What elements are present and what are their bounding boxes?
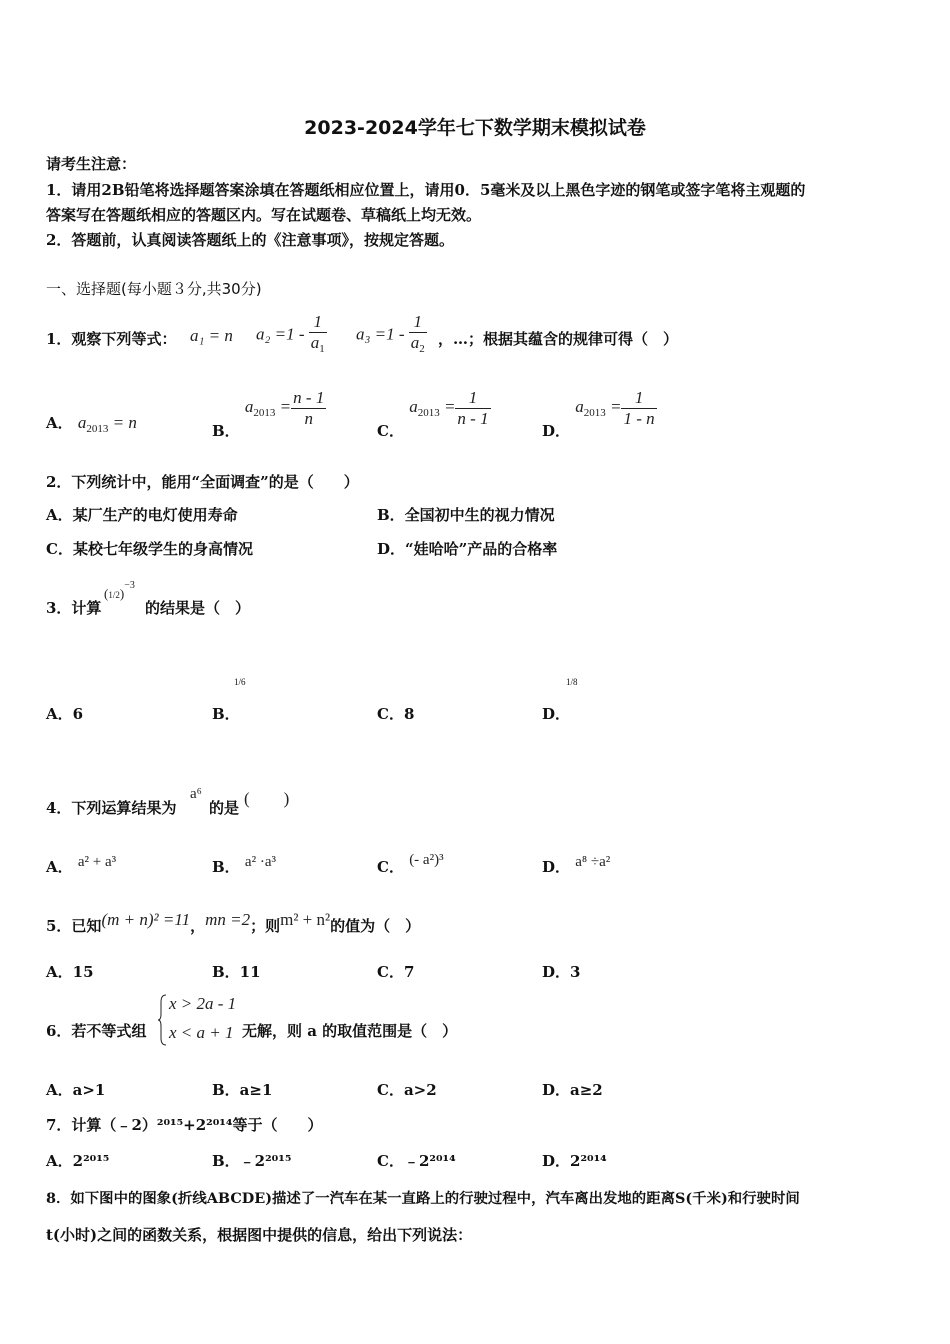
q1-eq3-left: a₃ =1 - (356, 324, 409, 344)
page-title: 2023-2024学年七下数学期末模拟试卷 (304, 117, 646, 139)
q3-option-c[interactable]: C．8 (377, 705, 415, 723)
q4-paren: ( ) (244, 789, 290, 808)
q5-lead: 5．已知 (46, 917, 102, 935)
q4-option-c-label: C． (377, 858, 404, 876)
q7-option-d[interactable]: D．2²⁰¹⁴ (542, 1152, 607, 1170)
q1-option-d-den: 1 - n (623, 409, 655, 428)
q6-brace (158, 994, 168, 1046)
q3-exponent: −3 (124, 580, 135, 591)
q3-lead: 3．计算 (46, 599, 102, 617)
q1-eq3-frac (409, 312, 427, 359)
q2-option-d[interactable]: D．“娃哈哈”产品的合格率 (377, 540, 558, 558)
q1-option-c-num: 1 (455, 388, 490, 409)
q4-option-a-expr: a² + a³ (77, 854, 117, 870)
q1-option-c-expr: $a_{2013}$ = $\frac{1}{n - 1}$ (409, 388, 489, 428)
q3-expression: $(1/2)^{-3}$ (104, 580, 135, 601)
q1-eq2 (256, 312, 327, 359)
q4-tail: 的是 (209, 799, 240, 817)
q7-option-b[interactable]: B．﹣2²⁰¹⁵ (212, 1152, 292, 1170)
q4-option-b[interactable] (212, 856, 276, 877)
q1-option-b-label: B． (212, 422, 240, 441)
q3-tail: 的结果是（ ） (145, 599, 251, 617)
q7-option-c[interactable]: C．﹣2²⁰¹⁴ (377, 1152, 456, 1170)
q4-option-b-expr: a² ·a³ (244, 854, 276, 870)
q1-option-b-expr: $a_{2013}$ = $\frac{n - 1}{n}$ (244, 388, 325, 428)
q1-eq3-num: 1 (409, 312, 427, 333)
section-heading: 一、选择题(每小题３分,共30分) (46, 280, 262, 298)
left-brace-icon (158, 994, 168, 1046)
q4-option-a[interactable] (46, 856, 116, 877)
q6-option-d[interactable]: D．a≥2 (542, 1081, 603, 1099)
q5-stem (46, 910, 421, 936)
q3-option-a[interactable]: A．6 (46, 705, 84, 723)
q4-lead: 4．下列运算结果为 (46, 799, 177, 817)
q4-option-b-label: B． (212, 858, 240, 876)
q1-option-c-frac (455, 388, 490, 429)
q1-option-d-frac (621, 388, 656, 429)
q1-eq2-left: a₂ =1 - (256, 324, 309, 344)
q3-option-d-value: 1/8 (566, 677, 578, 687)
q5-eq1: (m + n)² =11 (101, 910, 191, 929)
q5-eq2: mn =2 (205, 910, 251, 929)
q3-option-b-value: 1/6 (234, 677, 246, 687)
q4-option-a-label: A． (46, 858, 73, 876)
notice-line-2: 答案写在答题纸相应的答题区内。写在试题卷、草稿纸上均无效。 (46, 206, 482, 224)
q1-option-d-expr: $a_{2013}$ = $\frac{1}{1 - n}$ (575, 388, 655, 428)
q1-option-d-num: 1 (621, 388, 656, 409)
q6-inequality-1: x > 2a - 1 (169, 994, 237, 1013)
q2-stem: 2．下列统计中，能用“全面调查”的是（ ） (46, 473, 359, 491)
q3-base: 1/2 (108, 590, 120, 600)
q5-expr: m² + n² (280, 910, 331, 929)
q2-option-b[interactable]: B．全国初中生的视力情况 (377, 506, 555, 524)
q7-option-a[interactable]: A．2²⁰¹⁵ (46, 1152, 110, 1170)
q1-option-b[interactable] (212, 388, 326, 441)
q3-option-b[interactable] (212, 703, 240, 724)
q1-option-c-den: n - 1 (457, 409, 489, 428)
q8-line-1: 8．如下图中的图象(折线ABCDE)描述了一汽车在某一直路上的行驶过程中，汽车离出发地的距离S(千米)和行驶时间 (46, 1190, 800, 1207)
q2-option-a[interactable]: A．某厂生产的电灯使用寿命 (46, 506, 238, 524)
q5-option-b[interactable]: B．11 (212, 963, 261, 981)
q8-line-2: t(小时)之间的函数关系，根据图中提供的信息，给出下列说法： (46, 1226, 473, 1244)
q1-eq3-den: $a_2$ (410, 333, 425, 355)
q1-eq1: a₁ = n (190, 326, 233, 345)
q5-sep: ， (190, 917, 206, 935)
q4-option-c-expr: (- a²)³ (409, 852, 444, 868)
q5-mid: ；则 (250, 917, 281, 935)
q4-option-d-expr: a⁸ ÷a² (575, 854, 611, 870)
notice-heading: 请考生注意： (46, 155, 137, 173)
notice-line-1: 1．请用2B铅笔将选择题答案涂填在答题纸相应位置上，请用0．5毫米及以上黑色字迹的钢笔或签字笔将主观题的 (46, 181, 806, 199)
q1-tail: ，…；根据其蕴含的规律可得（ ） (438, 330, 679, 348)
q1-option-a[interactable] (46, 412, 137, 435)
q1-option-b-num: n - 1 (293, 388, 325, 407)
q6-option-c[interactable]: C．a>2 (377, 1081, 437, 1099)
q1-eq2-num: 1 (309, 312, 327, 333)
q1-option-a-expr: $a_{2013} = n$ (77, 413, 137, 435)
q5-option-a[interactable]: A．15 (46, 963, 94, 981)
q2-option-c[interactable]: C．某校七年级学生的身高情况 (46, 540, 253, 558)
q3-option-d[interactable] (542, 703, 570, 724)
q3-option-d-label: D． (542, 705, 571, 723)
q5-tail: 的值为（ ） (330, 917, 421, 935)
q5-option-c[interactable]: C．7 (377, 963, 415, 981)
q4-a6: a⁶ (190, 786, 202, 802)
q1-option-d-label: D． (542, 422, 571, 441)
q6-tail: 无解，则 a 的取值范围是（ ） (242, 1022, 458, 1040)
q3-option-b-label: B． (212, 705, 240, 723)
q6-option-a[interactable]: A．a>1 (46, 1081, 106, 1099)
q4-option-c[interactable] (377, 852, 444, 877)
q4-option-d-label: D． (542, 858, 571, 876)
notice-line-3: 2．答题前，认真阅读答题纸上的《注意事项》，按规定答题。 (46, 231, 454, 249)
q1-option-c-label: C． (377, 422, 404, 441)
q1-eq3 (356, 312, 427, 359)
q1-option-d[interactable] (542, 388, 657, 441)
q6-inequality-2: x < a + 1 (169, 1023, 234, 1042)
q4-option-d[interactable] (542, 856, 610, 877)
q1-option-b-den: n (304, 409, 313, 428)
q6-option-b[interactable]: B．a≥1 (212, 1081, 273, 1099)
q1-option-c[interactable] (377, 388, 491, 441)
q5-option-d[interactable]: D．3 (542, 963, 581, 981)
q1-eq2-den: $a_1$ (310, 333, 325, 355)
q1-option-b-frac (291, 388, 326, 429)
q7-stem: 7．计算（﹣2）²⁰¹⁵+2²⁰¹⁴等于（ ） (46, 1116, 323, 1134)
q1-lead: 1．观察下列等式： (46, 330, 177, 348)
q1-option-a-label: A． (46, 414, 73, 432)
q1-eq2-frac (309, 312, 327, 359)
q6-lead: 6．若不等式组 (46, 1022, 147, 1040)
